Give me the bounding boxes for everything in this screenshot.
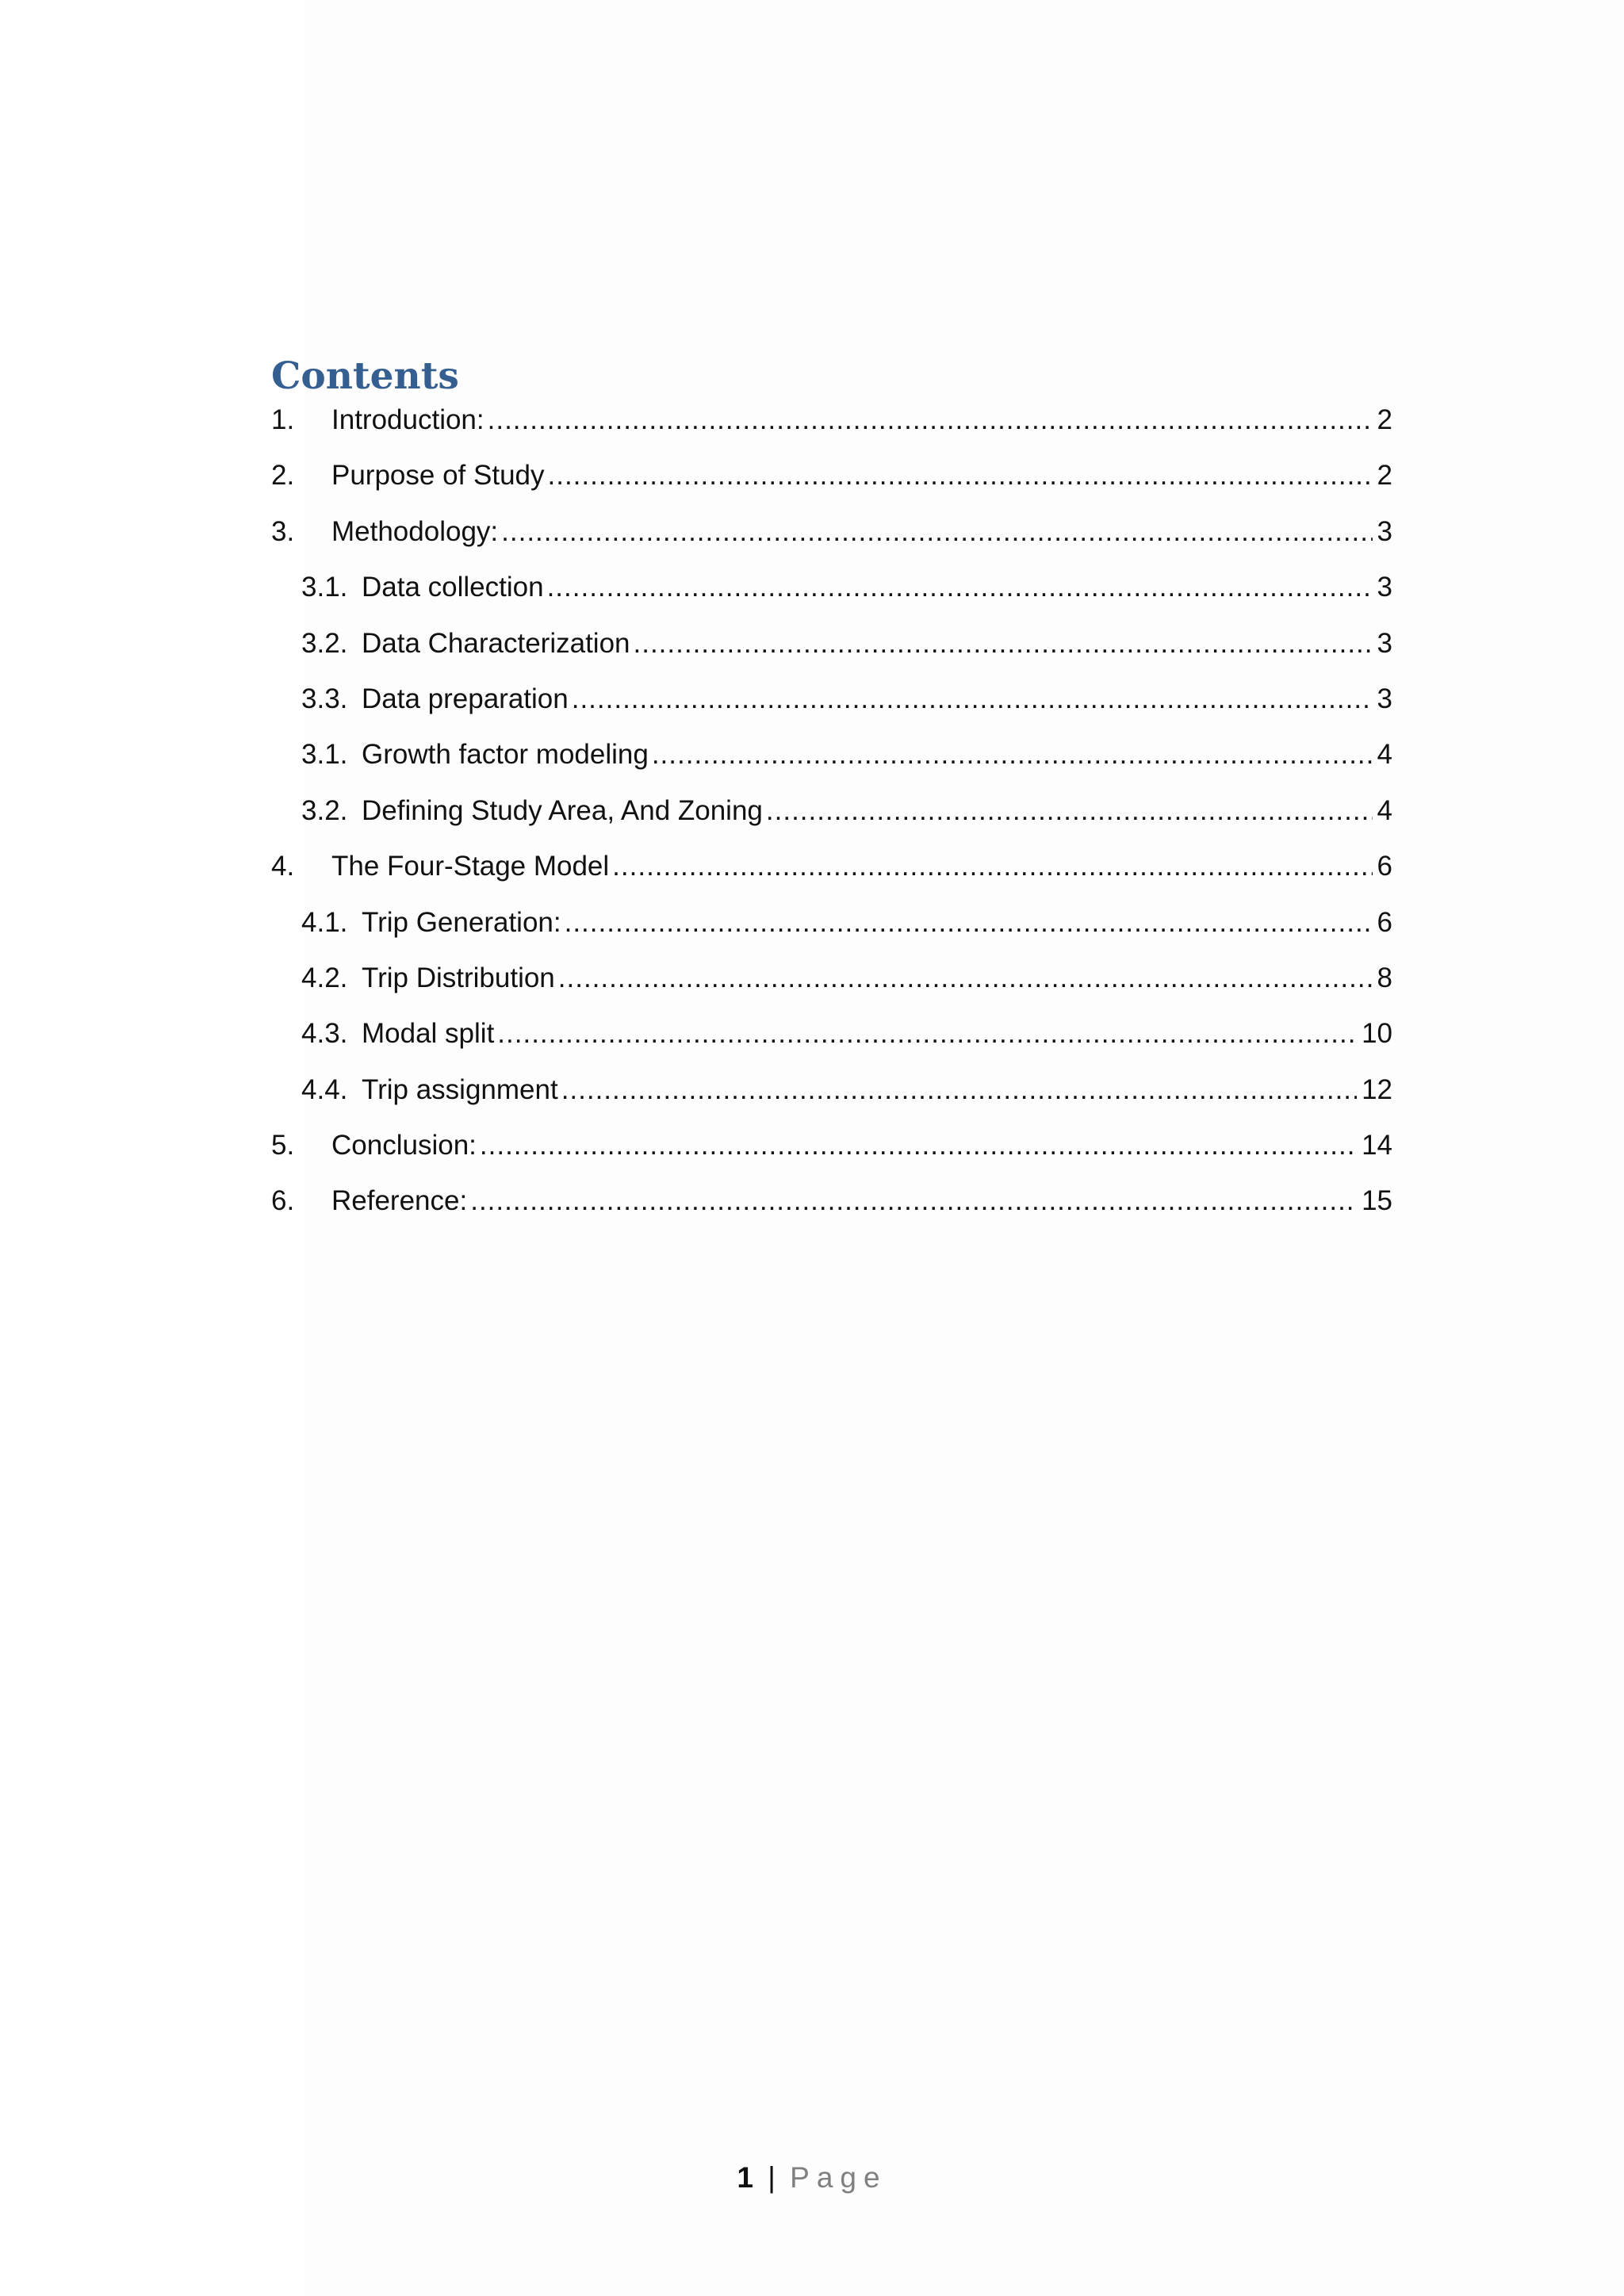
toc-entry-number: 3.2. [301,627,348,659]
toc-entry-page[interactable]: 4 [1377,794,1392,826]
toc-entry[interactable] [271,962,1392,1018]
toc-entry[interactable] [271,851,1392,906]
toc-entry[interactable] [271,1185,1392,1241]
toc-list [271,404,1392,1242]
toc-entry-number: 6. [271,1185,295,1217]
toc-dot-leader [480,1130,1357,1161]
toc-entry-title[interactable]: Trip assignment [362,1073,558,1105]
toc-heading: Contents [271,354,459,398]
toc-entry-title[interactable]: Purpose of Study [331,460,545,492]
toc-dot-leader [766,795,1373,827]
toc-entry-title[interactable]: The Four-Stage Model [331,851,610,882]
toc-entry-title[interactable]: Introduction: [331,404,485,435]
toc-entry[interactable] [271,1130,1392,1185]
toc-entry[interactable] [271,1074,1392,1130]
toc-entry-page[interactable]: 15 [1362,1185,1392,1217]
toc-entry-number: 4. [271,851,295,882]
toc-entry-title[interactable]: Conclusion: [331,1130,477,1161]
toc-entry-title[interactable]: Data preparation [362,683,569,714]
toc-dot-leader [572,683,1373,715]
toc-entry-page[interactable]: 3 [1377,515,1392,547]
toc-entry-title[interactable]: Modal split [362,1018,495,1050]
toc-entry-page[interactable]: 14 [1362,1130,1392,1161]
toc-entry-number: 4.2. [301,962,348,993]
toc-dot-leader [612,851,1372,882]
toc-dot-leader [497,1018,1357,1050]
toc-entry-number: 2. [271,460,295,492]
toc-entry[interactable] [271,1018,1392,1073]
footer-page-label: Page [790,2161,887,2194]
toc-dot-leader [561,1074,1357,1106]
toc-entry-title[interactable]: Trip Distribution [362,962,555,993]
toc-entry-page[interactable]: 6 [1377,851,1392,882]
toc-entry-title[interactable]: Reference: [331,1185,468,1217]
toc-entry[interactable] [271,516,1392,572]
footer-separator: | [768,2161,776,2194]
toc-entry-title[interactable]: Data collection [362,572,544,603]
toc-dot-leader [547,572,1373,603]
toc-entry-page[interactable]: 2 [1377,404,1392,435]
toc-dot-leader [634,628,1373,660]
toc-entry[interactable] [271,795,1392,851]
toc-entry-number: 3.3. [301,683,348,714]
toc-entry[interactable] [271,572,1392,627]
toc-entry-page[interactable]: 12 [1362,1073,1392,1105]
toc-entry-page[interactable]: 10 [1362,1018,1392,1050]
toc-entry-number: 4.1. [301,906,348,938]
toc-dot-leader [558,962,1373,994]
toc-entry-number: 4.4. [301,1073,348,1105]
toc-entry[interactable] [271,739,1392,794]
toc-dot-leader [565,907,1373,939]
toc-entry-page[interactable]: 6 [1377,906,1392,938]
toc-entry-number: 1. [271,404,295,435]
toc-entry-title[interactable]: Methodology: [331,515,499,547]
toc-entry-page[interactable]: 2 [1377,460,1392,492]
toc-entry-title[interactable]: Data Characterization [362,627,630,659]
toc-entry-page[interactable]: 8 [1377,962,1392,993]
toc-entry-number: 4.3. [301,1018,348,1050]
toc-entry-number: 3. [271,515,295,547]
toc-entry-number: 3.1. [301,739,348,771]
toc-entry[interactable] [271,683,1392,739]
toc-dot-leader [501,516,1372,548]
toc-entry[interactable] [271,907,1392,962]
footer-page-number: 1 [737,2161,753,2194]
toc-entry[interactable] [271,404,1392,460]
toc-entry-title[interactable]: Defining Study Area, And Zoning [362,794,763,826]
toc-entry-page[interactable]: 3 [1377,627,1392,659]
toc-entry[interactable] [271,460,1392,515]
toc-entry-page[interactable]: 3 [1377,683,1392,714]
toc-dot-leader [470,1185,1357,1217]
toc-dot-leader [488,404,1373,436]
toc-entry-number: 3.1. [301,572,348,603]
toc-entry-page[interactable]: 3 [1377,572,1392,603]
toc-entry-title[interactable]: Growth factor modeling [362,739,649,771]
toc-dot-leader [548,460,1373,492]
toc-entry[interactable] [271,628,1392,683]
toc-entry-number: 5. [271,1130,295,1161]
toc-entry-title[interactable]: Trip Generation: [362,906,561,938]
toc-dot-leader [652,739,1373,771]
toc-entry-page[interactable]: 4 [1377,739,1392,771]
table-of-contents [271,349,1392,1242]
toc-entry-number: 3.2. [301,794,348,826]
page-footer [0,2161,1624,2195]
